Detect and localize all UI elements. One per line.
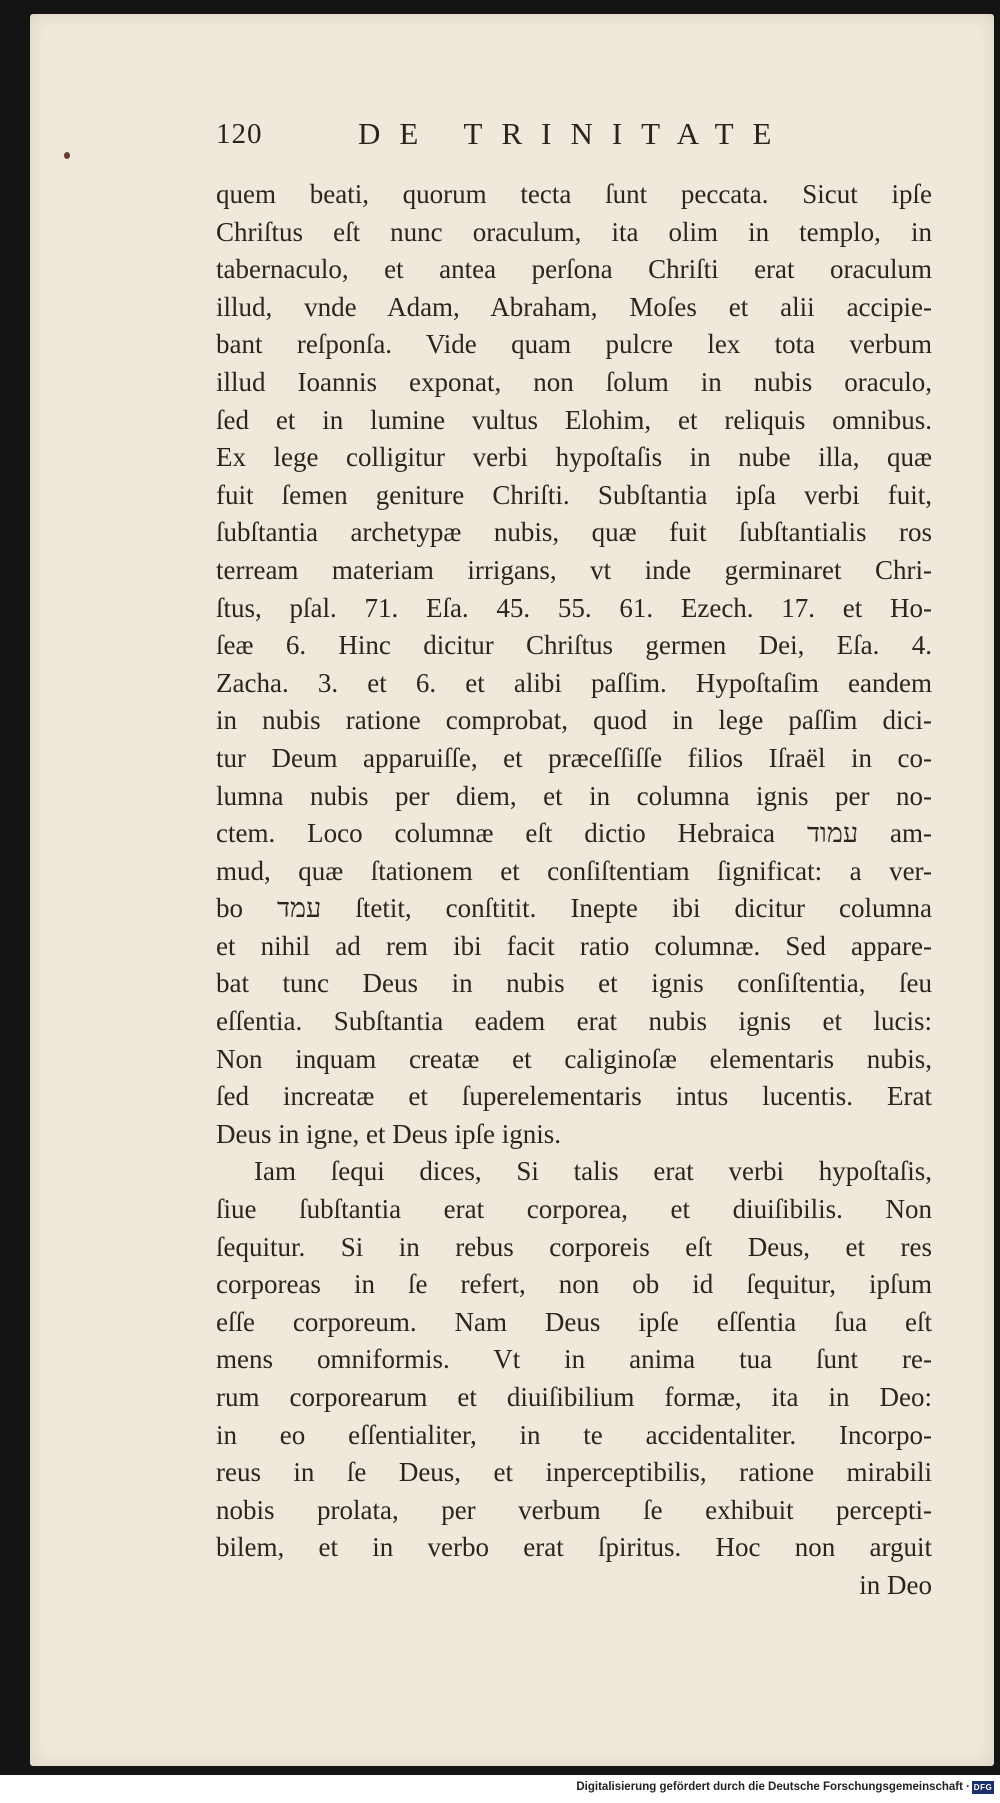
- text-line: eſſe corporeum. Nam Deus ipſe eſſentia ſua eſt: [216, 1306, 932, 1337]
- text-line: Non inquam creatæ et caliginoſæ elementaris nubis,: [216, 1043, 932, 1074]
- text-line: Ex lege colligitur verbi hypoſtaſis in nube illa, quæ: [216, 442, 932, 473]
- running-title: DE TRINITATE: [358, 116, 791, 151]
- text-line: ctem. Loco columnæ eſt dictio Hebraica עמוד am-: [216, 818, 932, 849]
- text-line: et nihil ad rem ibi facit ratio columnæ. Sed appare-: [216, 930, 932, 961]
- text-line: ſeæ 6. Hinc dicitur Chriſtus germen Dei, Eſa. 4.: [216, 630, 932, 661]
- text-line: ſed increatæ et ſuperelementaris intus lucentis. Erat: [216, 1081, 932, 1112]
- text-line: ſed et in lumine vultus Elohim, et reliquis omnibus.: [216, 404, 932, 435]
- text-line: bilem, et in verbo erat ſpiritus. Hoc non arguit: [216, 1532, 932, 1563]
- text-line: lumna nubis per diem, et in columna ignis per no-: [216, 780, 932, 811]
- text-line: ſiue ſubſtantia erat corporea, et diuiſibilis. Non: [216, 1194, 932, 1225]
- text-line: ſubſtantia archetypæ nubis, quæ fuit ſubſtantialis ros: [216, 517, 932, 548]
- dfg-logo-icon: DFG: [973, 1783, 993, 1792]
- text-line: bo עמד ſtetit, conſtitit. Inepte ibi dicitur columna: [216, 893, 932, 924]
- text-line: in eo eſſentialiter, in te accidentaliter. Incorpo-: [216, 1419, 932, 1450]
- text-line: corporeas in ſe refert, non ob id ſequitur, ipſum: [216, 1269, 932, 1300]
- text-line: illud, vnde Adam, Abraham, Moſes et alii accipie-: [216, 291, 932, 322]
- text-line: tabernaculo, et antea perſona Chriſti erat oraculum: [216, 254, 932, 285]
- text-line: fuit ſemen geniture Chriſti. Subſtantia ipſa verbi fuit,: [216, 479, 932, 510]
- text-line: rum corporearum et diuiſibilium formæ, ita in Deo:: [216, 1382, 932, 1412]
- body-text: [216, 176, 932, 1605]
- text-line: eſſentia. Subſtantia eadem erat nubis ignis et lucis:: [216, 1006, 932, 1037]
- text-line: in Deo: [859, 1569, 932, 1600]
- page-number: 120: [216, 118, 263, 150]
- text-line: Deus in igne, et Deus ipſe ignis.: [216, 1118, 561, 1149]
- text-line: illud Ioannis exponat, non ſolum in nubis oraculo,: [216, 366, 932, 397]
- text-line: tur Deum apparuiſſe, et præceſſiſſe filios Iſraël in co-: [216, 742, 932, 773]
- funding-credit: Digitalisierung gefördert durch die Deutsche Forschungsgemeinschaft ·: [576, 1781, 970, 1793]
- text-line: reus in ſe Deus, et inperceptibilis, ratione mirabili: [216, 1457, 932, 1488]
- text-line: in nubis ratione comprobat, quod in lege paſſim dici-: [216, 705, 932, 736]
- text-line: mens omniformis. Vt in anima tua ſunt re-: [216, 1344, 932, 1375]
- footer-bar: [0, 1775, 1000, 1803]
- text-line: nobis prolata, per verbum ſe exhibuit percepti-: [216, 1494, 932, 1525]
- text-line: Zacha. 3. et 6. et alibi paſſim. Hypoſtaſim eandem: [216, 667, 932, 698]
- text-line: mud, quæ ſtationem et conſiſtentiam ſignificat: a ver-: [216, 855, 932, 886]
- text-line: terream materiam irrigans, vt inde germinaret Chri-: [216, 554, 932, 585]
- running-head: [216, 116, 816, 158]
- text-line: Iam ſequi dices, Si talis erat verbi hypoſtaſis,: [254, 1156, 932, 1187]
- text-line: bant reſponſa. Vide quam pulcre lex tota verbum: [216, 329, 932, 360]
- text-line: ſtus, pſal. 71. Eſa. 45. 55. 61. Ezech. 17. et Ho-: [216, 592, 932, 623]
- text-line: quem beati, quorum tecta ſunt peccata. Sicut ipſe: [216, 179, 932, 209]
- text-line: Chriſtus eſt nunc oraculum, ita olim in templo, in: [216, 216, 932, 247]
- text-line: ſequitur. Si in rebus corporeis eſt Deus, et res: [216, 1231, 932, 1262]
- text-line: bat tunc Deus in nubis et ignis conſiſtentia, ſeu: [216, 968, 932, 999]
- ink-spot: [64, 152, 70, 159]
